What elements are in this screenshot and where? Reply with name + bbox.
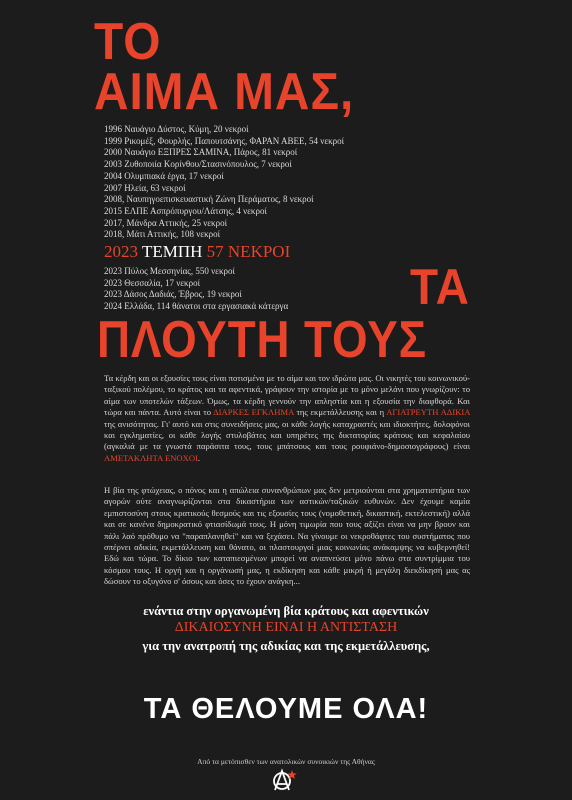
closing-line-2: ΔΙΚΑΙΟΣΥΝΗ ΕΙΝΑΙ Η ΑΝΤΙΣΤΑΣΗ (174, 620, 398, 635)
highlight-place: ΤΕΜΠΗ (141, 242, 203, 261)
highlight-count: 57 ΝΕΚΡΟΙ (206, 242, 291, 261)
anarchy-star-icon (271, 768, 297, 792)
timeline-item: 2003 Ζυθοποιία Κορίνθου/Στασινόπουλος, 7 νεκροί (104, 159, 292, 170)
timeline-item: 2015 ΕΛΠΕ Ασπρόπυργου/Λάτσης, 4 νεκροί (104, 205, 267, 216)
title-line-3: ΤΑ (410, 259, 470, 315)
timeline-item: 2018, Μάτι Αττικής, 108 νεκροί (104, 229, 221, 240)
timeline-item: 2004 Ολυμπιακά έργα, 17 νεκροί (104, 170, 224, 181)
timeline-list-after (104, 266, 288, 313)
timeline-item: 1999 Ρικομέξ, Φουρλής, Παπουτσάνης, ΦΑΡΑΝ ΑΒΕΕ, 54 νεκροί (104, 135, 345, 146)
timeline-item: 2023 Θεσσαλία, 17 νεκροί (104, 277, 200, 288)
body-paragraph-2: Η βία της φτώχειας, ο πόνος και η απώλεια συνανθρώπων μας δεν μετριούνται στα χρηματιστήρια των αγορών ούτε αναγνωρίζονται στα δικαστήρια των αστικών/ταξικών ευθυνών. Δεν έχουμε καμία εμπιστοσύνη στους κρατικούς θεσμούς και τις εξουσίες τους (νομοθετική, δικαστική, εκτελεστική) αλλά και σε κανένα δημοκρατικό φτιασίδωμά τους. Η μόνη τιμωρία που τους αξίζει είναι να μην βρουν και πάλι λαό πρόθυμο να "παραπλανηθεί" και να ξεχάσει. Να γίνουμε οι νεκροθάφτες του συστήματος που σπέρνει αδικία, εκμετάλλευση και θάνατο, οι πλαστουργοί μιας κοινωνίας ανάκαμψης να κυβερνηθεί! Εδώ και τώρα. Το δίκιο των καταπιεσμένων μπορεί να αναπνεύσει μόνο πάνω στα συντρίμμια του κόσμου τους. Η οργή και η οργάνωσή μας, η εκδίκηση και κάθε μικρή ή μεγάλη διεκδίκησή μας ας δώσουν το οξυγόνο σ' όσους και όσες το έχουν ανάγκη... (104, 485, 470, 587)
closing-line-1: ενάντια στην οργανωμένη βία κράτους και αφεντικών (143, 604, 429, 618)
timeline-item: 1996 Ναυάγιο Δύστος, Κύμη, 20 νεκροί (104, 124, 249, 134)
paragraph-emphasis: ΑΓΙΑΤΡΕΥΤΗ ΑΔΙΚΙΑ (386, 407, 470, 418)
title-line-4: ΠΛΟΥΤΗ ΤΟΥΣ (97, 311, 427, 369)
paragraph-emphasis: ΑΜΕΤΑΚΛΗΤΑ ΕΝΟΧΟΙ (104, 452, 198, 463)
highlight-tempi (104, 242, 290, 262)
body-paragraph-1 (104, 373, 470, 464)
timeline-item: 2023 Δάσος Δαδιάς, Έβρος, 19 νεκροί (104, 289, 242, 300)
title-line-2: ΑΙΜΑ ΜΑΣ, (94, 63, 355, 121)
title-line-1: ΤΟ (94, 13, 162, 71)
timeline-item: 2023 Πύλος Μεσσηνίας, 550 νεκροί (104, 266, 235, 276)
closing-line-3: για την ανατροπή της αδικίας και της εκμετάλλευσης, (142, 639, 430, 653)
timeline-item: 2024 Ελλάδα, 114 θάνατοι στα εργασιακά κάτεργα (104, 301, 289, 312)
timeline-item: 2017, Μάνδρα Αττικής, 25 νεκροί (104, 217, 227, 228)
footer-signature: Από τα μετόπισθεν των ανατολικών συνοικιών της Αθήνας (197, 757, 375, 766)
slogan: ΤΑ ΘΕΛΟΥΜΕ ΟΛΑ! (143, 693, 429, 725)
paragraph-emphasis: ΔΙΑΡΚΕΣ ΕΓΚΛΗΜΑ (213, 407, 294, 418)
timeline-item: 2007 Ηλεία, 63 νεκροί (104, 182, 186, 193)
paragraph-text: Τα κέρδη και οι εξουσίες τους είναι ποτισμένα με το αίμα και τον ιδρώτα μας. Οι νικητές του κοινωνικού-ταξικού πολέμου, το κράτος και τα αφεντικά, γράφουν την ιστορία με το μόνο μελάνι που γνωρίζουν: το αίμα των υποτελών τάξεων. Όμως, τα κέρδη γεννούν την απληστία και η εξουσία την διαφθορά. Και τώρα και πάντα. Αυτό είναι το (104, 373, 470, 418)
paragraph-text: . (197, 452, 201, 463)
highlight-year: 2023 (104, 242, 138, 261)
timeline-list-before (104, 124, 344, 241)
timeline-item: 2008, Ναυπηγοεπισκευαστική Ζώνη Περάματος, 8 νεκροί (104, 194, 314, 205)
paragraph-text: της ανισότητας. Γι' αυτό και στις συνειδήσεις μας, οι κάθε λογής καταχραστές και ιδιοκτήτες, δολοφόνοι και εγκληματίες, οι κάθε λογής στυλοβάτες και υπηρέτες της δικτατορίας κράτους και κεφαλαίου (αγκαλιά με τα γνωστά παράσιτα τους, τους μπάτσους και τους ρουφιάνο-δημοσιογράφους) είναι (104, 418, 470, 452)
timeline-item: 2000 Ναυάγιο ΕΞΠΡΕΣ ΣΑΜΙΝΑ, Πάρος, 81 νεκροί (104, 147, 298, 158)
paragraph-text: της εκμετάλλευσης και η (293, 407, 387, 418)
